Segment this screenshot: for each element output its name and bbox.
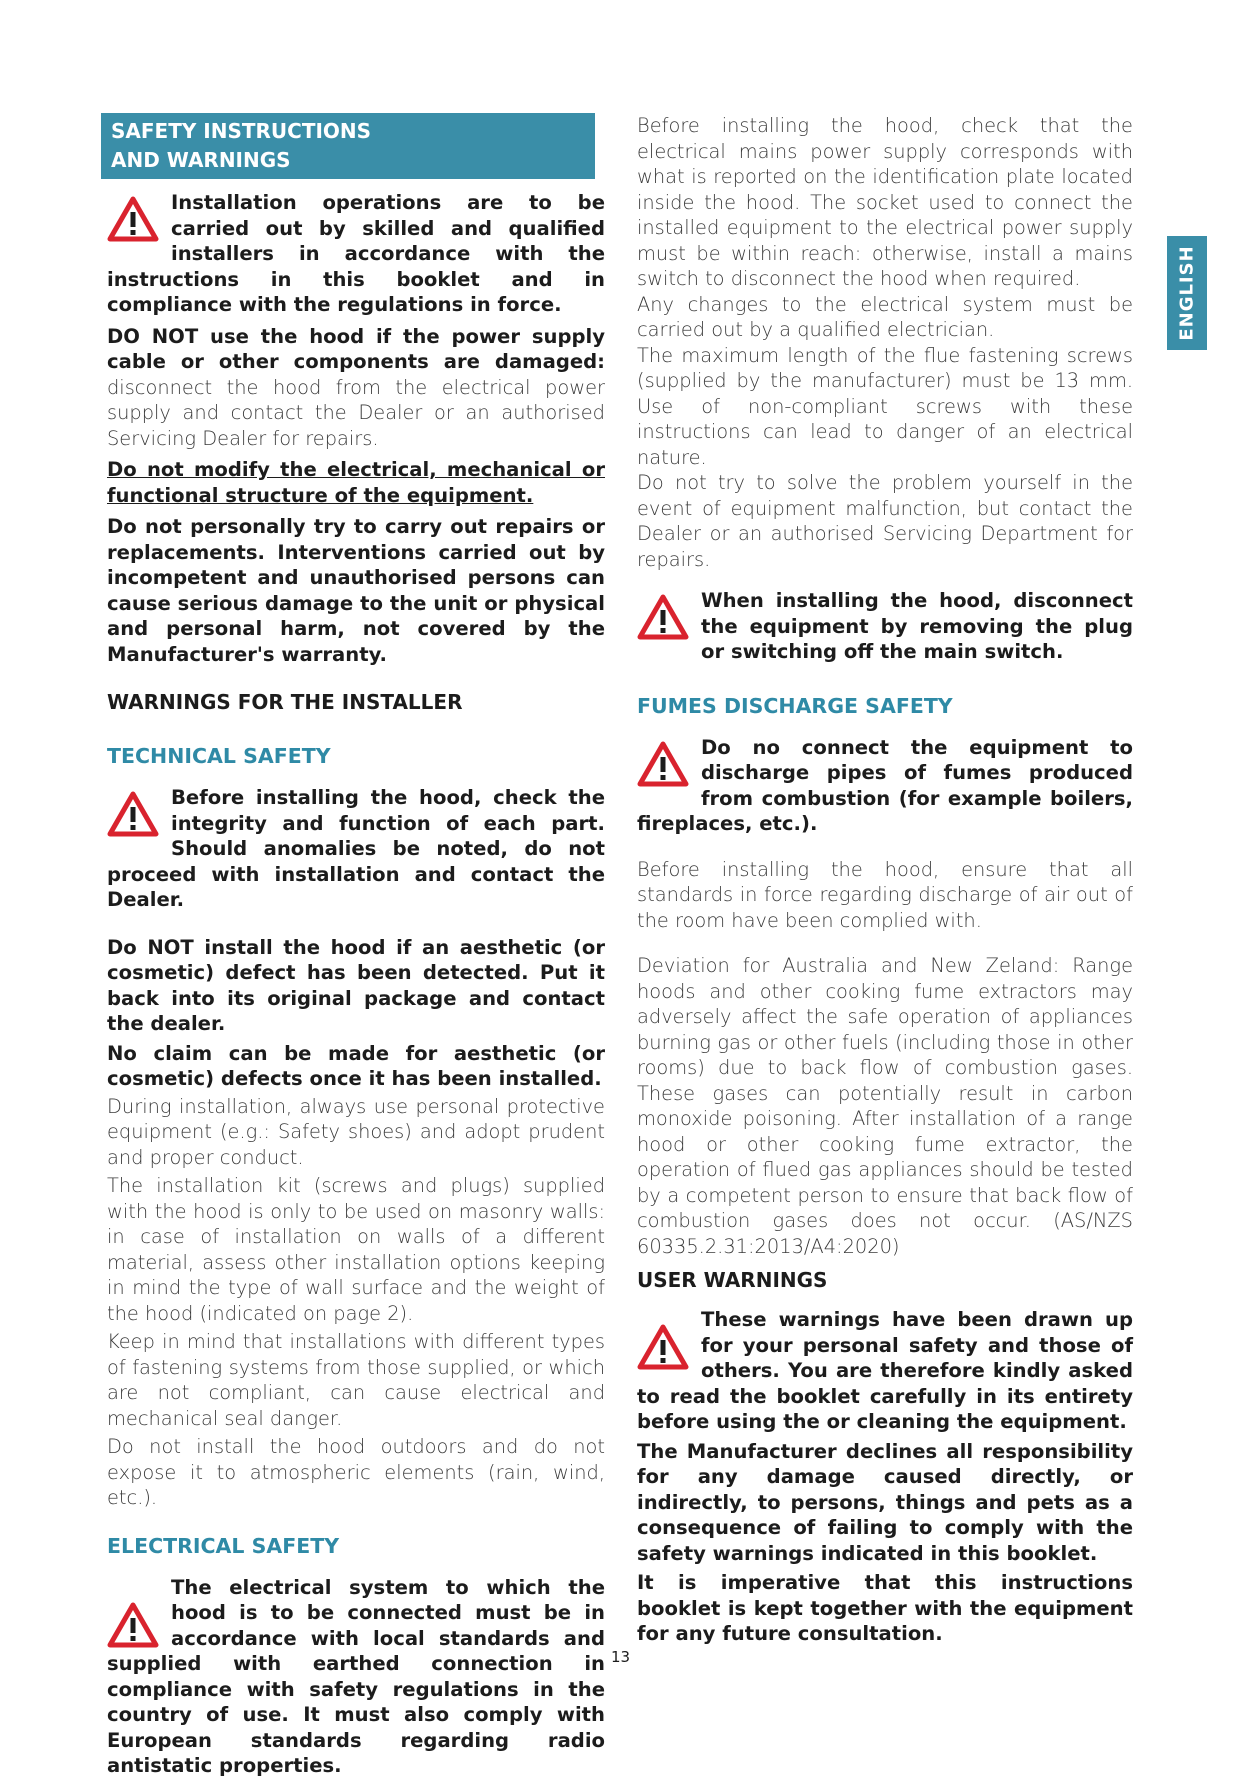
warning-triangle-icon — [107, 1601, 159, 1649]
air-discharge-text: Before installing the hood, ensure that all standards in force regarding discharge of air out of the room have been complied with. — [637, 857, 1133, 932]
electrician-text: Any changes to the electrical system must be carried out by a qualified electrician. — [637, 292, 1133, 341]
aesthetic-defect-warning: Do NOT install the hood if an aesthetic (or cosmetic) defect has been detected. Put it back into its original package and contact the dealer. — [107, 935, 605, 1035]
banner-line-2: AND WARNINGS — [111, 148, 291, 172]
left-column — [107, 113, 605, 1779]
warning-triangle-icon — [637, 1323, 689, 1371]
no-claim-warning: No claim can be made for aesthetic (or cosmetic) defects once it has been installed. — [107, 1041, 605, 1090]
electrical-safety-heading: ELECTRICAL SAFETY — [107, 1533, 340, 1558]
language-tab — [1167, 236, 1207, 350]
warning-text-electrical: The electrical system to which the hood is to be connected must be in accordance with local standards and supplied with earthed connection in compliance with safety regulations in the country of use. It must also comply with European standards regarding radio antistatic properties. — [107, 1575, 605, 1777]
technical-safety-heading: TECHNICAL SAFETY — [107, 744, 331, 768]
warning-block-integrity — [107, 785, 605, 913]
banner-line-1: SAFETY INSTRUCTIONS — [111, 119, 372, 143]
fastening-systems-text: Keep in mind that installations with different types of fastening systems from those supplied, or which are not compliant, can cause electrical and mechanical seal danger. — [107, 1330, 605, 1430]
warning-triangle-icon — [107, 195, 159, 243]
warning-text-disconnect: When installing the hood, disconnect the equipment by removing the plug or switching off the main switch. — [701, 589, 1133, 663]
warning-text-user: These warnings have been drawn up for your personal safety and those of others. You are therefore kindly asked to read the booklet carefully in its entirety before using the or cleaning the equipment. — [637, 1308, 1133, 1433]
warning-block-fumes — [637, 735, 1133, 837]
warning-triangle-icon — [637, 740, 689, 788]
power-cable-warning-light: disconnect the hood from the electrical power supply and contact the Dealer or an authorised Servicing Dealer for repairs. — [107, 375, 605, 450]
do-not-modify-warning: Do not modify the electrical, mechanical or functional structure of the equipment. — [107, 458, 605, 507]
warning-block-installers — [107, 190, 605, 318]
repairs-warning: Do not personally try to carry out repairs or replacements. Interventions carried out by incompetent and unauthorised persons can cause serious damage to the unit or physical and personal harm, not covered by the Manufacturer's warranty. — [107, 515, 605, 666]
manufacturer-responsibility-text: The Manufacturer declines all responsibility for any damage caused directly, or indirectly, to persons, things and pets as a consequence of failing to comply with the safety warnings indicated in this booklet. — [637, 1439, 1133, 1565]
right-column — [637, 113, 1133, 1647]
warning-triangle-icon — [107, 790, 159, 838]
installer-warnings-heading: WARNINGS FOR THE INSTALLER — [107, 690, 463, 714]
power-cable-warning — [107, 324, 605, 452]
warning-text-fumes: Do no connect the equipment to discharge pipes of fumes produced from combustion (for example boilers, fireplaces, etc.). — [637, 735, 1133, 835]
australia-deviation-text: Deviation for Australia and New Zeland: Range hoods and other cooking fume extractors may adversely affect the safe operation of appliances burning gas or other fuels (including those in other rooms) due to back flow of combustion gases. These gases can potentially result in carbon monoxide poisoning. After installation of a range hood or other cooking fume extractor, the operation of flued gas appliances should be tested by a competent person to ensure that back flow of combustion gases does not occur. (AS/NZS 60335.2.31:2013/A4:2020) — [637, 954, 1133, 1258]
power-supply-text: Before installing the hood, check that the electrical mains power supply corresponds with what is reported on the identification plate located inside the hood. The socket used to connect the installed equipment to the electrical power supply must be within reach: otherwise, install a mains switch to disconnect the hood when required. — [637, 114, 1133, 290]
power-cable-warning-bold: DO NOT use the hood if the power supply cable or other components are damaged: — [107, 324, 605, 373]
keep-booklet-text: It is imperative that this instructions booklet is kept together with the equipment for any future consultation. — [637, 1571, 1133, 1645]
warning-triangle-icon — [637, 593, 689, 641]
warning-block-user — [637, 1307, 1133, 1435]
warning-block-electrical — [107, 1575, 605, 1779]
installation-kit-text: The installation kit (screws and plugs) supplied with the hood is only to be used on masonry walls: in case of installation on walls of a different material, assess other installation options keeping in mind the type of wall surface and the weight of the hood (indicated on page 2). — [107, 1174, 605, 1325]
warning-block-disconnect — [637, 588, 1133, 665]
warning-text-integrity: Before installing the hood, check the integrity and function of each part. Should anomalies be noted, do not proceed with installation and contact the Dealer. — [107, 786, 605, 911]
outdoors-text: Do not install the hood outdoors and do not expose it to atmospheric elements (rain, wind, etc.). — [107, 1435, 605, 1509]
malfunction-text: Do not try to solve the problem yourself in the event of equipment malfunction, but contact the Dealer or an authorised Servicing Department for repairs. — [637, 471, 1133, 571]
protective-equipment-text: During installation, always use personal protective equipment (e.g.: Safety shoes) and adopt prudent and proper conduct. — [107, 1094, 605, 1169]
page-number: 13 — [610, 1648, 631, 1666]
section-banner — [101, 113, 595, 179]
warning-text-installers: Installation operations are to be carried out by skilled and qualified installers in accordance with the instructions in this booklet and in compliance with the regulations in force. — [107, 191, 605, 316]
user-warnings-heading: USER WARNINGS — [637, 1268, 828, 1292]
fumes-discharge-heading: FUMES DISCHARGE SAFETY — [637, 693, 953, 718]
screws-text: The maximum length of the flue fastening screws (supplied by the manufacturer) must be 13 mm. Use of non-compliant screws with these instructions can lead to danger of an electrical nature. — [637, 343, 1133, 469]
language-tab-label: ENGLISH — [1176, 245, 1198, 341]
